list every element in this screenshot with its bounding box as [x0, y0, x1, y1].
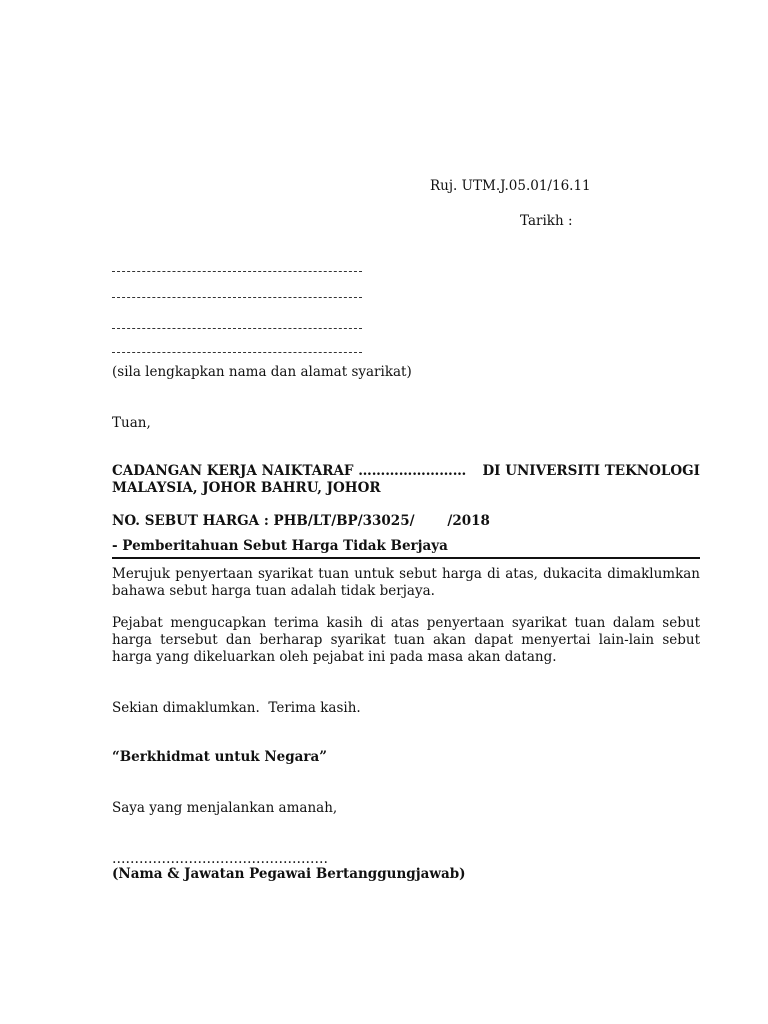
- notice-title: - Pemberitahuan Sebut Harga Tidak Berjaya: [112, 538, 448, 554]
- date-label: Tarikh :: [520, 213, 573, 229]
- address-blank-line-3: [112, 328, 362, 329]
- signature-dotted-line: …………………………………………: [112, 851, 328, 867]
- closing-line: Sekian dimaklumkan. Terima kasih.: [112, 700, 361, 716]
- paragraph-2: Pejabat mengucapkan terima kasih di atas penyertaan syarikat tuan dalam sebut harga tersebut dan berharap syarikat tuan akan dapat menyertai lain-lain sebut harga yang dikeluarkan oleh pejabat ini pada masa akan datang.: [112, 615, 700, 665]
- signatory-label: (Nama & Jawatan Pegawai Bertanggungjawab): [112, 866, 466, 882]
- subject-part-1: CADANGAN KERJA NAIKTARAF ……………………: [112, 463, 467, 479]
- letter-subject: [112, 463, 700, 497]
- address-blank-line-1: [112, 271, 362, 272]
- trust-line: Saya yang menjalankan amanah,: [112, 800, 338, 816]
- subject-part-2: DI UNIVERSITI TEKNOLOGI: [482, 463, 700, 479]
- reference-number: Ruj. UTM.J.05.01/16.11: [430, 178, 591, 194]
- address-note: (sila lengkapkan nama dan alamat syarikat): [112, 364, 412, 380]
- divider-rule: [112, 557, 700, 559]
- quote-number: NO. SEBUT HARGA : PHB/LT/BP/33025/ /2018: [112, 513, 490, 529]
- salutation: Tuan,: [112, 415, 151, 431]
- subject-line-2: MALAYSIA, JOHOR BAHRU, JOHOR: [112, 480, 381, 496]
- paragraph-1: Merujuk penyertaan syarikat tuan untuk sebut harga di atas, dukacita dimaklumkan bahawa sebut harga tuan adalah tidak berjaya.: [112, 566, 700, 599]
- motto: “Berkhidmat untuk Negara”: [112, 749, 328, 765]
- address-blank-line-2: [112, 297, 362, 298]
- address-blank-line-4: [112, 352, 362, 353]
